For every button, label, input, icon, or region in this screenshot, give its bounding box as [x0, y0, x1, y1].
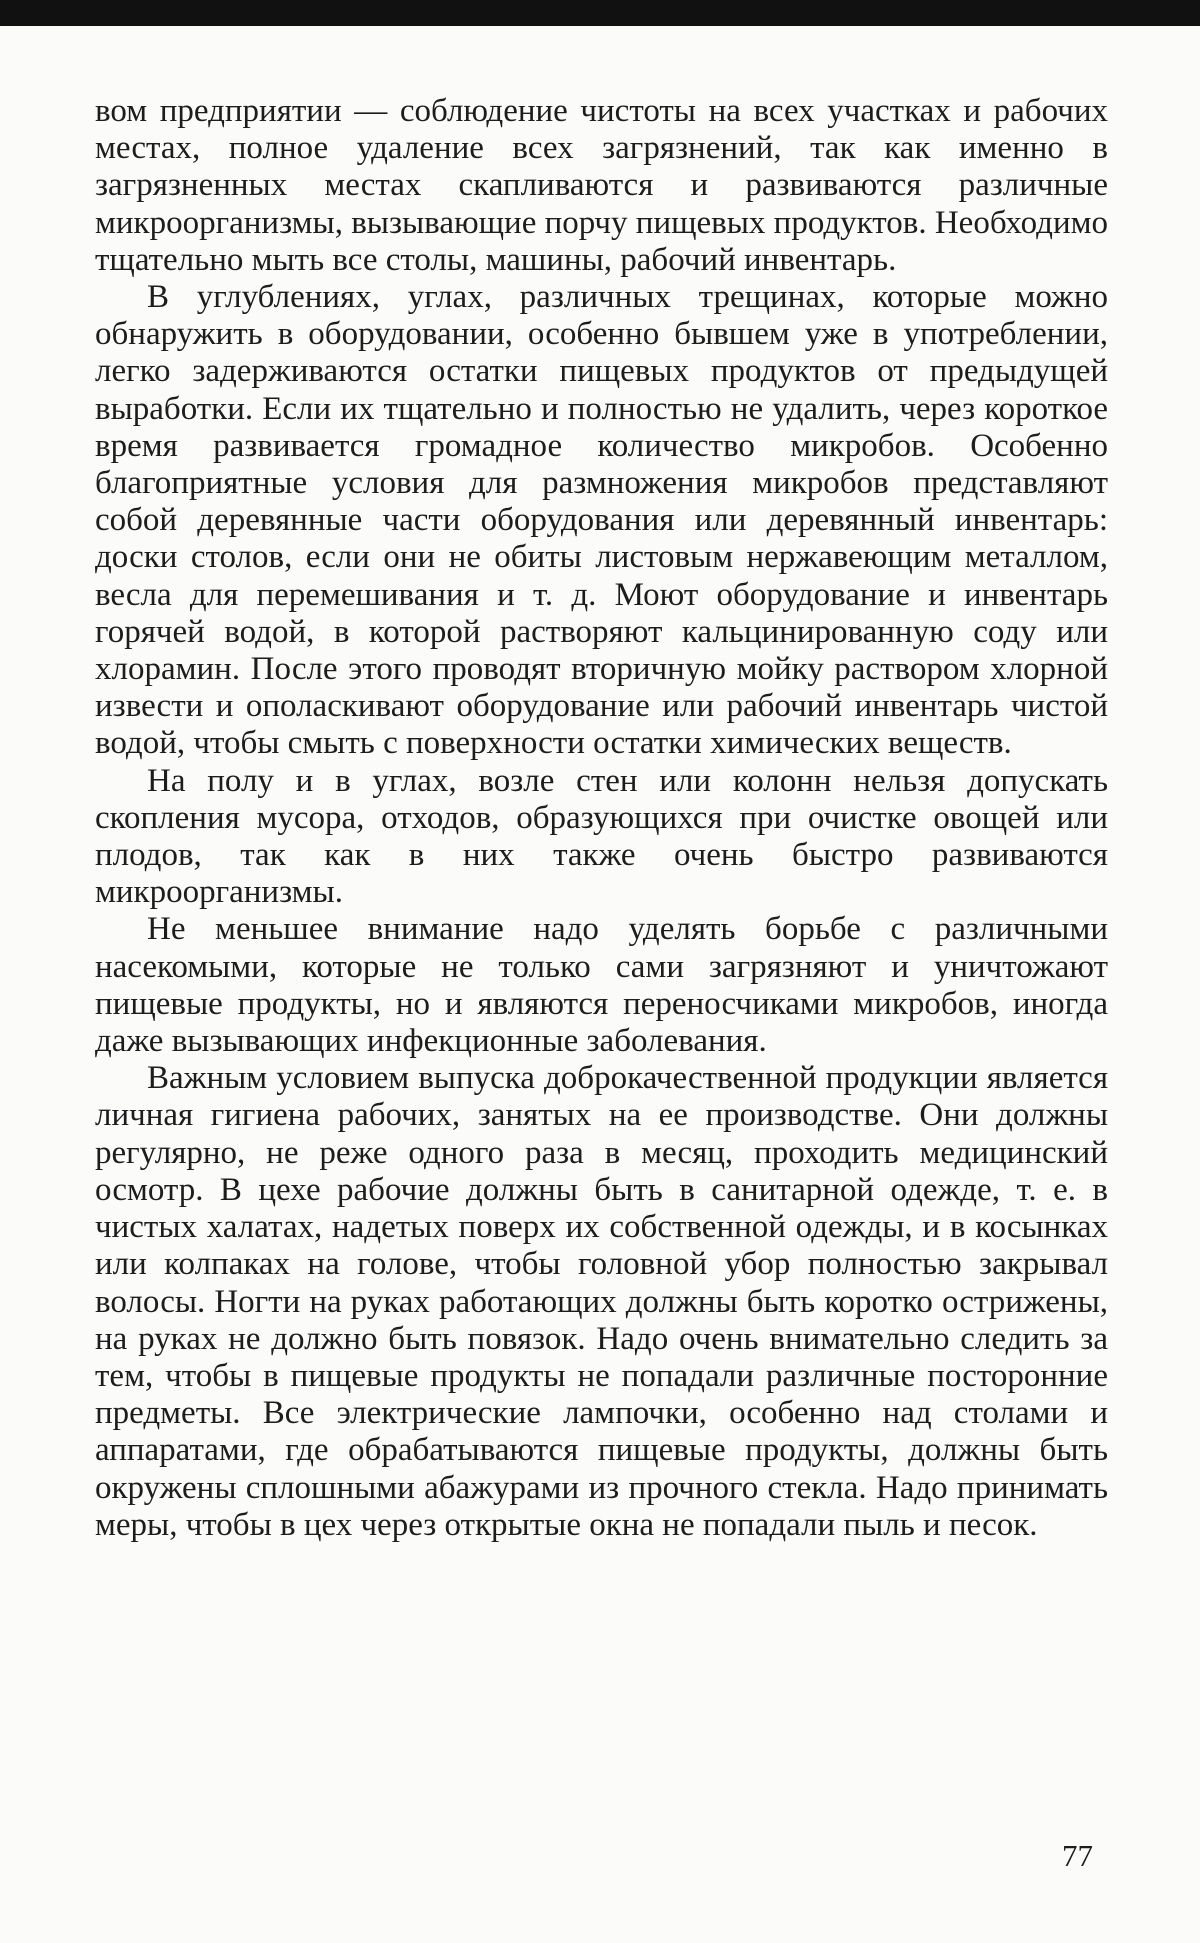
paragraph-floor-cleanliness: На полу и в углах, возле стен или колонн нельзя допускать скопления мусора, отходов, образующихся при очистке овощей или плодов, так как в них также очень быстро развиваются микроорганизмы.: [95, 762, 1108, 911]
paragraph-continuation: вом предприятии — соблюдение чистоты на всех участках и рабочих местах, полное удаление всех загрязнений, так как именно в загрязненных местах скапливаются и развиваются различные микроорганизмы, вызывающие порчу пищевых продуктов. Необходимо тщательно мыть все столы, машины, рабочий инвентарь.: [95, 93, 1108, 278]
page-body: [95, 93, 1108, 1544]
page-top-edge: [0, 0, 1200, 26]
paragraph-personal-hygiene: Важным условием выпуска доброкачественной продукции является личная гигиена рабочих, занятых на ее производстве. Они должны регулярно, не реже одного раза в месяц, проходить медицинский осмотр. В цехе рабочие должны быть в санитарной одежде, т. е. в чистых халатах, надетых поверх их собственной одежды, и в косынках или колпаках на голове, чтобы головной убор полностью закрывал волосы. Ногти на руках работающих должны быть коротко острижены, на руках не должно быть повязок. Надо очень внимательно следить за тем, чтобы в пищевые продукты не попадали различные посторонние предметы. Все электрические лампочки, особенно над столами и аппаратами, где обрабатываются пищевые продукты, должны быть окружены сплошными абажурами из прочного стекла. Надо принимать меры, чтобы в цех через открытые окна не попадали пыль и песок.: [95, 1060, 1108, 1543]
paragraph-equipment-cleaning: В углублениях, углах, различных трещинах, которые можно обнаружить в оборудовании, особенно бывшем уже в употреблении, легко задерживаются остатки пищевых продуктов от предыдущей выработки. Если их тщательно и полностью не удалить, через короткое время развивается громадное количество микробов. Особенно благоприятные условия для размножения микробов представляют собой деревянные части оборудования или деревянный инвентарь: доски столов, если они не обиты листовым нержавеющим металлом, весла для перемешивания и т. д. Моют оборудование и инвентарь горячей водой, в которой растворяют кальцинированную соду или хлорамин. После этого проводят вторичную мойку раствором хлорной извести и ополаскивают оборудование или рабочий инвентарь чистой водой, чтобы смыть с поверхности остатки химических веществ.: [95, 279, 1108, 762]
page-number: 77: [1062, 1838, 1093, 1873]
paragraph-insects: Не меньшее внимание надо уделять борьбе с различными насекомыми, которые не только сами загрязняют и уничтожают пищевые продукты, но и являются переносчиками микробов, иногда даже вызывающих инфекционные заболевания.: [95, 911, 1108, 1060]
